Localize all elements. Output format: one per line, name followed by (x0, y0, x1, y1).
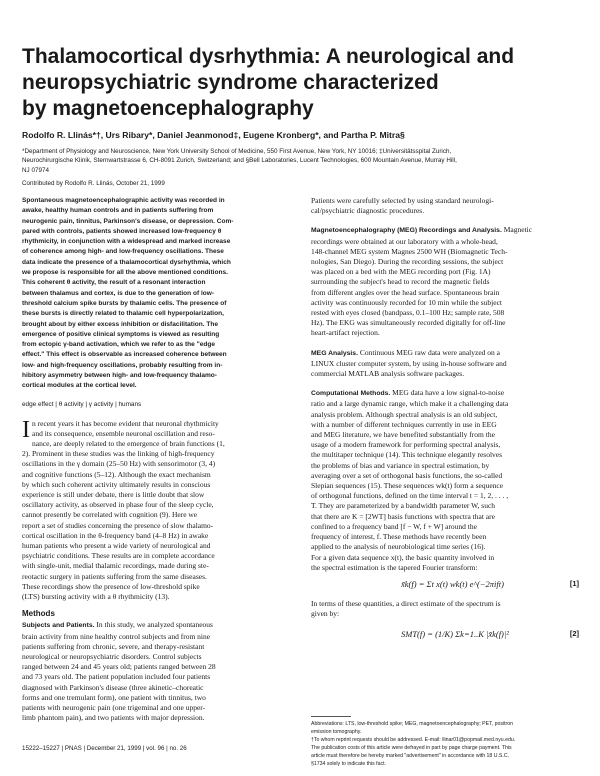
equation-1-formula: x̃k(f) = Σt x(t) wk(t) e^(−2πift) (401, 578, 504, 589)
abstract-line: between thalamus and cortex, is due to the generation of low- (22, 289, 215, 297)
meg-recordings-line: activity was continuously recorded for 10 min while the subject (311, 297, 502, 307)
equation-2-formula: SMT(f) = (1/K) Σk=1..K |x̃k(f)|² (401, 629, 509, 640)
abstract-line: effect." This effect is observable as increased coherence between (22, 351, 227, 359)
title-line: Thalamocortical dysrhythmia: A neurological and (22, 45, 515, 68)
abstract-line: brought about by either excess inhibition or disfacilitation. The (22, 320, 219, 328)
intro-line: reotactic surgery in patients suffering from the same diseases. (22, 571, 207, 581)
abstract-line: emergence of positive clinical symptoms is viewed as resulting (22, 330, 220, 338)
intro-line: report a set of studies concerning the presence of slow thalamo- (22, 520, 214, 530)
introduction (22, 416, 284, 603)
paper-title (22, 44, 582, 122)
meg-recordings-line: heart-artifact rejection. (311, 328, 380, 338)
computational-line: For a given data sequence x(t), the basic quantity involved in (311, 552, 495, 562)
subjects-line (22, 620, 284, 631)
abstract-line: Spontaneous magnetoencephalographic activity was recorded in (22, 197, 225, 204)
intro-line: These recordings show the presence of low-threshold spike (22, 581, 200, 591)
subjects-line: patients with neurogenic pain (one trigeminal and one upper- (22, 702, 206, 712)
intro-line: cannot presently be correlated with cognition (9). Here we (22, 510, 198, 520)
footnote-rule (311, 716, 351, 717)
contributed-by: Contributed by Rodolfo R. Llinás, October 21, 1999 (22, 180, 165, 187)
subjects-paragraph (22, 620, 284, 723)
affiliation-line: Neurochirurgische Klinik, Sternwartstrasse 6, CH-8091 Zurich, Switzerland; and §Bell Laboratories, Lucent Technologies, 600 Mountain Avenue, Murray Hill, (22, 157, 457, 165)
subjects-line: ranged between 24 and 45 years old; patients ranged between 28 (22, 662, 216, 672)
intro-line: (LTS) bursting activity with a θ rhythmicity (13). (22, 592, 170, 602)
intro-line: cortical oscillation in the θ-frequency band (4–8 Hz) in awake (22, 530, 209, 540)
meg-recordings-first-line: Magnetic (501, 225, 533, 235)
computational-line: averaging over a set of orthogonal basis functions, the so-called (311, 470, 503, 480)
footnote-line: §1734 solely to indicate this fact. (311, 761, 386, 768)
intro-line: with single-unit, medial thalamic recordings, made during ste- (22, 561, 209, 571)
footnote-line: emission tomography. (311, 729, 362, 736)
intro-line: 2). Prominent in these studies was the linking of high-frequency (22, 449, 215, 459)
meg-analysis-runin: MEG Analysis. (311, 349, 358, 357)
affiliation-line: *Department of Physiology and Neuroscience, New York University School of Medicine, 550 First Avenue, New York, NY 10016; ‡Universitätsspital Zurich, (22, 148, 452, 155)
computational-line: of orthogonal functions, defined on the time interval t = 1, 2, . . . , (311, 491, 509, 501)
computational-line: confined to a frequency band [f − W, f + W] around the (311, 521, 477, 531)
equation-1-number: [1] (569, 578, 579, 588)
computational-line: the multitaper technique (14). This technique elegantly resolves (311, 450, 503, 460)
computational-line (311, 388, 581, 399)
continuation-line: Patients were carefully selected by using standard neurologi- (311, 196, 494, 205)
abstract-line: we propose is responsible for all the above mentioned conditions. (22, 269, 228, 277)
subjects-line: and 73 years old. The patient population included four patients (22, 672, 211, 682)
subjects-line: limb phantom pain), and two patients with major depression. (22, 713, 205, 723)
keywords: edge effect | θ activity | γ activity | humans (22, 400, 142, 408)
computational-line: the problems of bias and variance in spectral estimation, by (311, 460, 490, 470)
right-column (311, 196, 581, 651)
page-footer: 15222–15227 | PNAS | December 21, 1999 | vol. 96 | no. 26 (22, 745, 187, 752)
computational-line: Slepian sequences (15). These sequences wk(t) form a sequence (311, 481, 504, 491)
abstract-line: cortical modules at the cortical level. (22, 382, 137, 390)
meg-recordings-line: nologies, San Diego). During the recording sessions, the subject (311, 257, 504, 267)
meg-recordings-line (311, 225, 581, 236)
footnote-line: article must therefore be hereby marked "advertisement" in accordance with 18 U.S.C. (311, 753, 510, 760)
meg-recordings-line: recordings were obtained at our laboratory with a whole-head, (311, 236, 498, 246)
title-line: by magnetoencephalography (22, 97, 314, 120)
subjects-line: diagnosed with Parkinson's disease (three akinetic–choreatic (22, 682, 204, 692)
intro-line: human patients who present a wide variety of neurological and (22, 541, 211, 551)
footnotes (311, 720, 579, 769)
patients-continuation (311, 196, 581, 216)
computational-line: frequency of interest, f. These methods have recently been (311, 532, 487, 542)
meg-analysis-paragraph (311, 348, 581, 380)
subjects-line: patients suffering from chronic, severe, and therapy-resistant (22, 641, 205, 651)
author-list: Rodolfo R. Llinás*†, Urs Ribary*, Daniel Jeanmonod‡, Eugene Kronberg*, and Partha P. Mitra§ (22, 130, 405, 140)
intro-line: oscillations in the γ domain (25–50 Hz) with sensorimotor (3, 4) (22, 459, 216, 469)
footnote-line: The publication costs of this article were defrayed in part by page charge payment. This (311, 745, 512, 752)
abstract-line: rhythmicity, in conjunction with a widespread and marked increase (22, 238, 231, 246)
title-line: neuropsychiatric syndrome characterized (22, 71, 439, 94)
abstract-line: neurogenic pain, tinnitus, Parkinson's disease, or depression. Com- (22, 217, 234, 225)
equation-2-number: [2] (569, 629, 579, 639)
abstract-line: This coherent θ activity, the result of a resonant interaction (22, 279, 206, 287)
computational-first-line: MEG data have a low signal-to-noise (390, 388, 505, 398)
abstract-line: low- and high-frequency oscillations, probably resulting from in- (22, 361, 223, 369)
between-eq-line: In terms of these quantities, a direct estimate of the spectrum is (311, 598, 501, 608)
meg-recordings-line: rested with eyes closed (bandpass, 0.1–100 Hz; sample rate, 508 (311, 308, 505, 318)
abstract-line: from ectopic γ-band activation, which we refer to as the "edge (22, 341, 216, 349)
abstract-line: data indicate the presence of a thalamocortical dysrhythmia, which (22, 258, 231, 266)
meg-recordings-paragraph (311, 225, 581, 338)
abstract-line: threshold calcium spike bursts by thalamic cells. The presence of (22, 299, 227, 307)
equation-1 (311, 573, 581, 599)
intro-line: experience is still under debate, there is little doubt that slow (22, 490, 205, 500)
abstract (22, 196, 284, 392)
abstract-line: these bursts is directly related to thalamic cell hyperpolarization, (22, 310, 224, 318)
intro-line: n recent years it has become evident that neuronal rhythmicity (32, 418, 219, 428)
computational-line: and MEG literature, we have benefited substantially from the (311, 430, 495, 440)
subjects-line: brain activity from nine healthy control subjects and from nine (22, 631, 211, 641)
meg-recordings-line: surrounding the subject's head to record the magnetic fields (311, 277, 490, 287)
meg-recordings-line: was placed on a bed with the MEG recording port (Fig. 1A) (311, 267, 491, 277)
computational-line: analysis problem. Although spectral analysis is an old subject, (311, 409, 498, 419)
subjects-first-line: In this study, we analyzed spontaneous (94, 620, 213, 630)
intro-line: by which such coherent activity ultimately results in conscious (22, 479, 211, 489)
meg-analysis-line (311, 348, 581, 359)
meg-recordings-runin: Magnetoencephalography (MEG) Recordings and Analysis. (311, 227, 502, 235)
subjects-line: forms and one tremulant form), one patient with tinnitus, two (22, 692, 206, 702)
computational-line: the spectral estimation is the tapered Fourier transform: (311, 562, 478, 572)
between-eq-line: given by: (311, 609, 340, 619)
meg-recordings-line: 148-channel MEG system Magnes 2500 WH (Biomagnetic Tech- (311, 246, 508, 256)
between-equations-text (311, 599, 581, 619)
meg-analysis-first-line: Continuous MEG raw data were analyzed on a (357, 347, 501, 357)
continuation-line: cal/psychiatric diagnostic procedures. (311, 206, 425, 216)
computational-runin: Computational Methods. (311, 390, 391, 398)
computational-line: with a number of different techniques currently in use in EEG (311, 419, 497, 429)
affiliation-line: NJ 07974 (22, 166, 49, 174)
subjects-runin: Subjects and Patients. (22, 622, 95, 630)
footnote-line: Abbreviations: LTS, low-threshold spike; MEG, magnetoencephalography; PET, positron (311, 721, 514, 727)
computational-line: applied to the analysis of neurobiological time series (16). (311, 542, 486, 552)
affiliations (22, 147, 578, 175)
intro-line: and cognitive functions (5–12). Although the exact mechanism (22, 469, 211, 479)
meg-recordings-line: Hz). The EKG was simultaneously recorded digitally for off-line (311, 318, 506, 328)
meg-recordings-line: from different angles over the head surface. Spontaneous brain (311, 287, 500, 297)
abstract-line: pared with controls, patients showed increased low-frequency θ (22, 227, 222, 235)
meg-analysis-line: LINUX cluster computer system, by using in-house software and (311, 358, 507, 368)
computational-line: usage of a modern framework for performing spectral analysis, (311, 440, 501, 450)
abstract-line: awake, healthy human controls and in patients suffering from (22, 207, 214, 215)
abstract-line: of coherence among high- and low-frequency oscillations. These (22, 248, 224, 256)
left-column (22, 196, 284, 723)
computational-line: that there are K = [2WT] basis functions with spectra that are (311, 511, 495, 521)
computational-line: ratio and a large dynamic range, which make it a challenging data (311, 399, 509, 409)
intro-line: psychiatric conditions. These results are in complete accordance (22, 551, 215, 561)
abstract-line: hibitory asymmetry between high- and low-frequency thalamo- (22, 372, 217, 380)
intro-line: oscillatory activity, as observed in phase four of the sleep cycle, (22, 500, 214, 510)
intro-line: nance, are deeply related to the emergence of brain functions (1, (32, 439, 225, 449)
intro-line: and its consequence, ensemble neuronal oscillation and reso- (32, 428, 215, 438)
methods-heading: Methods (22, 609, 55, 619)
footnote-line: †To whom reprint requests should be addressed. E-mail: llinar01@popmail.med.nyu.edu. (311, 737, 516, 744)
computational-line: T. They are parameterized by a bandwidth parameter W, such (311, 501, 496, 511)
drop-cap: I (22, 416, 30, 443)
subjects-line: neurological or neuropsychiatric disorders. Control subjects (22, 651, 202, 661)
computational-paragraph (311, 388, 581, 573)
meg-analysis-line: commercial MATLAB analysis software packages. (311, 369, 465, 379)
equation-2 (311, 619, 581, 651)
